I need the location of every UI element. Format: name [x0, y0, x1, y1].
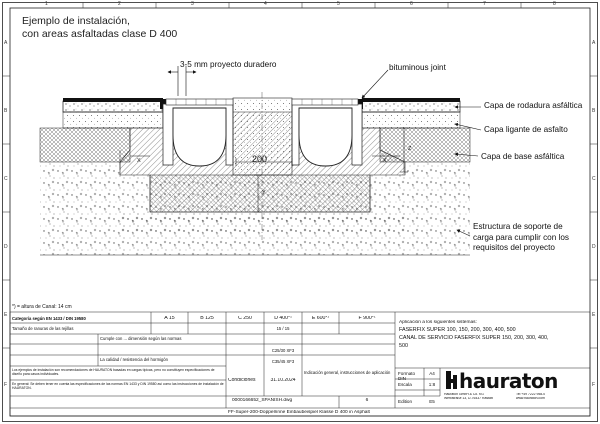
frame-letter: B — [4, 108, 8, 114]
frame-number: 1 — [45, 1, 48, 7]
frame-number: 4 — [264, 1, 267, 7]
page-title — [22, 15, 177, 40]
installation-note-1: Los ejemplos de instalación son recomendaciones de HAURATON basadas en cargas típicas, pero no constituyen especificaciones de diseño para casos individuales. — [12, 368, 215, 377]
conditions-date: 31.10.2024 — [270, 378, 296, 383]
compliance-label: Cumple con ... dimensión según las normas — [100, 336, 182, 341]
scale-value: 1:8 — [428, 382, 436, 387]
class-c250: C 250 — [238, 316, 252, 321]
company-line-1: Hauraton GmbH & Co. KG — [444, 393, 484, 396]
footnote: *) = altura de Canal: 14 cm — [12, 304, 72, 310]
frame-number: 6 — [410, 1, 413, 7]
frame-letter: F — [592, 382, 596, 388]
conditions-label: Condiciones — [228, 378, 256, 383]
frame-letter: F — [4, 382, 8, 388]
bottom-caption: FF-Super-200-Doppelrinne Einbaubeispiel Klasse D 400 in Asphalt — [228, 410, 370, 415]
frame-letter: D — [592, 244, 596, 250]
concrete-grade-2: C35/45 XF3 — [271, 359, 295, 364]
format-value: A4 — [429, 371, 435, 376]
applies-line-3: 500 — [399, 343, 408, 349]
concrete-strength-label: La calidad / resistencia del hormigón — [100, 357, 168, 362]
callout-estructura-soporte — [473, 222, 569, 254]
class-b125: B 125 — [200, 316, 214, 321]
slot-size-value: 15 / 15 — [276, 326, 290, 331]
frame-letter: D — [4, 244, 8, 250]
callout-bituminous-joint: bituminous joint — [389, 63, 446, 72]
installation-note-2: En general: Se deben tener en cuenta las especificaciones de las normas EN 1433 y DIN 19580 así como las instrucciones de instalación de HAURATON. — [12, 382, 224, 391]
callout-soporte-line2: carga para cumplir con los — [473, 232, 570, 242]
format-label: Formato DIN — [398, 371, 416, 381]
edition-label: Edition — [398, 399, 413, 404]
company-line-3: Tel +49 7222 958-0 — [516, 393, 546, 396]
frame-number: 3 — [191, 1, 194, 7]
frame-letter: E — [592, 312, 596, 318]
frame-letter: A — [4, 40, 8, 46]
page-title-line1: Ejemplo de instalación, — [22, 15, 130, 27]
slot-size-label: Tamaño de ranuras de las rejillas — [12, 326, 74, 331]
sheet-number: 6 — [365, 398, 369, 403]
class-f900: F 900*¹ — [358, 316, 376, 321]
frame-letter: E — [4, 312, 8, 318]
frame-number: 8 — [553, 1, 556, 7]
class-a15: A 15 — [164, 316, 175, 321]
concrete-grade-1: C25/30 XF3 — [271, 348, 295, 353]
dimension-200: 200 — [252, 154, 268, 164]
dimension-x-right: X — [383, 158, 387, 164]
page-title-line2: con areas asfaltadas clase D 400 — [22, 27, 178, 40]
frame-letter: C — [4, 176, 8, 182]
dimension-x-left: X — [137, 158, 141, 164]
company-line-2: Werkstraße 13, D-76437 Rastatt — [444, 397, 493, 400]
company-line-4: www.hauraton.com — [516, 397, 545, 400]
applies-line-1: FASERFIX SUPER 100, 150, 200, 300, 400, 500 — [399, 327, 516, 333]
instructions-note: Indicación general, instrucciones de aplicación — [304, 370, 391, 375]
dimension-z: Z — [408, 146, 412, 152]
frame-letter: A — [592, 40, 596, 46]
frame-letter: B — [592, 108, 596, 114]
edition-value: E5 — [429, 399, 435, 404]
hauraton-logo: hauraton — [459, 369, 558, 393]
class-d400: D 400*¹ — [274, 316, 292, 321]
frame-number: 7 — [483, 1, 486, 7]
drawing-number: 0000166652_SPANISH.dwg — [232, 398, 293, 403]
applies-label: Aplicación a los siguientes sistemas: — [399, 320, 477, 325]
callout-proyecto-duradero: 3-5 mm proyecto duradero — [180, 60, 277, 69]
callout-capa-base: Capa de base asfáltica — [481, 152, 565, 161]
applies-line-2: CANAL DE SERVICIO FASERFIX SUPER 150, 200, 300, 400, — [399, 335, 549, 341]
class-e600: E 600*¹ — [311, 316, 330, 321]
frame-letter: C — [592, 176, 596, 182]
dimension-y: Y — [262, 190, 266, 196]
frame-number: 5 — [337, 1, 340, 7]
callout-soporte-line3: requisitos del proyecto — [473, 243, 555, 252]
hauraton-logo-mark — [446, 371, 457, 389]
callout-capa-rodadura: Capa de rodadura asfáltica — [484, 101, 583, 110]
callout-soporte-line1: Estructura de soporte de — [473, 222, 563, 231]
frame-number: 2 — [118, 1, 121, 7]
scale-label: Escala — [398, 382, 412, 387]
category-label: Categoría según EN 1433 / DIN 19580 — [12, 316, 86, 321]
callout-capa-ligante: Capa ligante de asfalto — [484, 125, 568, 134]
